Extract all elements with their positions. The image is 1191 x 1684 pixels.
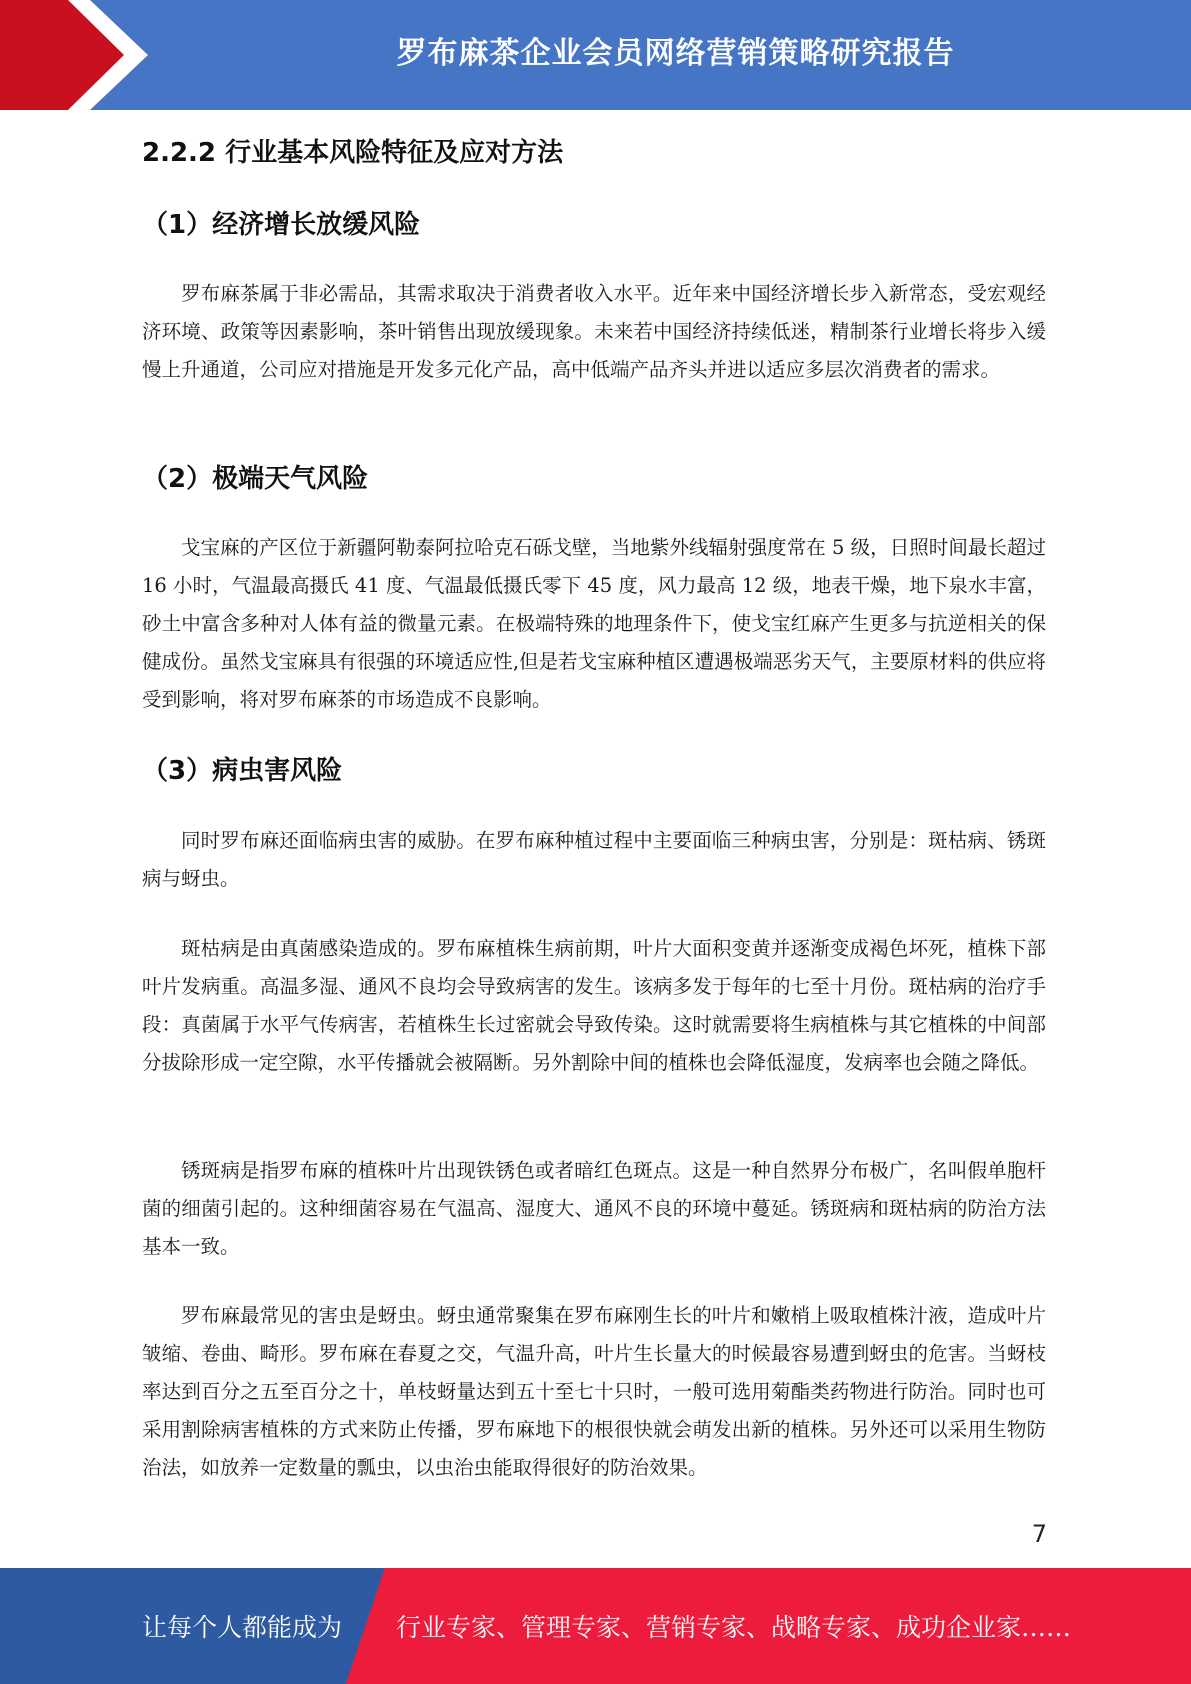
page-header [0, 0, 1191, 110]
page-footer [0, 1568, 1191, 1684]
paragraph: 戈宝麻的产区位于新疆阿勒泰阿拉哈克石砾戈壁，当地紫外线辐射强度常在 5 级，日照时间最长超过 16 小时，气温最高摄氏 41 度、气温最低摄氏零下 45 度，风力最高 12 级，地表干燥，地下泉水丰富，砂土中富含多种对人体有益的微量元素。在极端特殊的地理条件下，使戈宝红麻产生更多与抗逆相关的保健成份。虽然戈宝麻具有很强的环境适应性,但是若戈宝麻种植区遭遇极端恶劣天气，主要原材料的供应将受到影响，将对罗布麻茶的市场造成不良影响。 [142, 536, 1046, 711]
paragraph: 罗布麻茶属于非必需品，其需求取决于消费者收入水平。近年来中国经济增长步入新常态，受宏观经济环境、政策等因素影响，茶叶销售出现放缓现象。未来若中国经济持续低迷，精制茶行业增长将步入缓慢上升通道，公司应对措施是开发多元化产品，高中低端产品齐头并进以适应多层次消费者的需求。 [142, 282, 1046, 381]
subsection-heading-2: （2）极端天气风险 [142, 464, 369, 494]
subsection-heading-1: （1）经济增长放缓风险 [142, 210, 421, 240]
subsection-heading-3: （3）病虫害风险 [142, 756, 343, 786]
footer-slogan-right: 行业专家、管理专家、营销专家、战略专家、成功企业家…… [396, 1613, 1072, 1642]
section-heading: 2.2.2 行业基本风险特征及应对方法 [142, 138, 564, 168]
page-number: 7 [1031, 1520, 1047, 1548]
paragraph: 罗布麻最常见的害虫是蚜虫。蚜虫通常聚集在罗布麻刚生长的叶片和嫩梢上吸取植株汁液，造成叶片皱缩、卷曲、畸形。罗布麻在春夏之交，气温升高，叶片生长量大的时候最容易遭到蚜虫的危害。当蚜枝率达到百分之五至百分之十，单枝蚜量达到五十至七十只时，一般可选用菊酯类药物进行防治。同时也可采用割除病害植株的方式来防止传播，罗布麻地下的根很快就会萌发出新的植株。另外还可以采用生物防治法，如放养一定数量的瓢虫，以虫治虫能取得很好的防治效果。 [142, 1304, 1046, 1479]
footer-slogan-left: 让每个人都能成为 [142, 1613, 343, 1642]
paragraph: 斑枯病是由真菌感染造成的。罗布麻植株生病前期，叶片大面积变黄并逐渐变成褐色坏死，植株下部叶片发病重。高温多湿、通风不良均会导致病害的发生。该病多发于每年的七至十月份。斑枯病的治疗手段：真菌属于水平气传病害，若植株生长过密就会导致传染。这时就需要将生病植株与其它植株的中间部分拔除形成一定空隙，水平传播就会被隔断。另外割除中间的植株也会降低湿度，发病率也会随之降低。 [142, 937, 1046, 1074]
paragraph: 同时罗布麻还面临病虫害的威胁。在罗布麻种植过程中主要面临三种病虫害，分别是：斑枯病、锈斑病与蚜虫。 [142, 829, 1046, 890]
header-title: 罗布麻茶企业会员网络营销策略研究报告 [396, 36, 955, 71]
paragraph: 锈斑病是指罗布麻的植株叶片出现铁锈色或者暗红色斑点。这是一种自然界分布极广，名叫假单胞杆菌的细菌引起的。这种细菌容易在气温高、湿度大、通风不良的环境中蔓延。锈斑病和斑枯病的防治方法基本一致。 [142, 1159, 1046, 1258]
